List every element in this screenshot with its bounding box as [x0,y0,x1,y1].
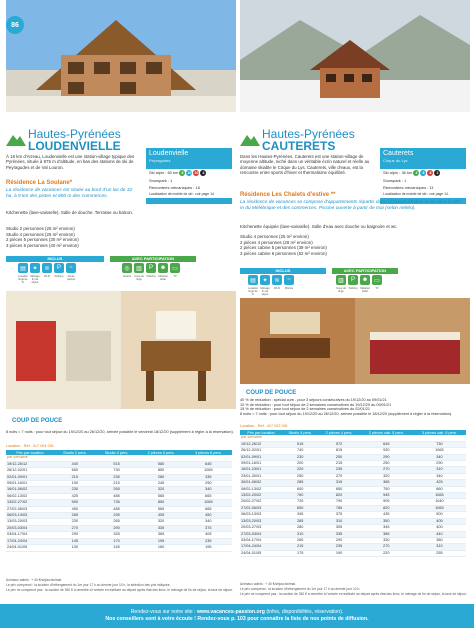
table-cell: 860 [413,486,466,492]
badge-label: Matériel bébé [158,275,168,281]
table-cell: 195 [137,538,184,544]
pool-icon: ~ [284,275,294,285]
table-cell: 665 [185,493,232,499]
table-cell: 310 [413,544,466,550]
table-cell: 13/02-20/02 [240,493,282,499]
infobox-title: Loudenvielle [149,150,189,157]
ski-label: Ski alpin : 60 km [149,170,179,176]
table-cell: 195 [185,545,232,551]
table-cell: 485 [96,506,138,512]
table-cell: 06/02-13/02 [240,486,282,492]
table-cell: 17/04-24/04 [240,544,282,550]
table-cell: 350 [360,518,413,524]
table-cell: 26/12-02/01 [240,448,282,454]
table-cell: 815 [318,448,359,454]
table-cell: 590 [54,500,96,506]
interior-photo [6,291,236,409]
table-cell: 600 [282,486,318,492]
table-cell: 320 [360,473,413,479]
table-cell: 145 [96,545,138,551]
blue-slope-count: 6 [420,170,426,176]
table-cell: 250 [318,454,359,460]
badge-label: Wi-Fi [43,275,51,278]
table-cell: 425 [54,493,96,499]
mountain-icon [240,132,260,146]
table-cell: 405 [137,513,184,519]
table-cell: 06/03-13/03 [240,512,282,518]
infobox-subtitle: Peyragudes [149,158,171,163]
table-cell: 16/01-06/02 [6,487,54,493]
table-cell: 235 [318,544,359,550]
table-cell: 440 [54,461,96,467]
table-cell: 24/04-01/05 [6,545,54,551]
table-cell: 130 [54,545,96,551]
table-cell: 730 [96,468,138,474]
wifi-icon: ≋ [272,275,282,285]
table-cell: 235 [185,538,232,544]
badge-label: Coup de linge [336,287,346,293]
table-cell: 1065 [413,493,466,499]
table-cell: 905 [360,499,413,505]
black-slope-count: 2 [434,170,440,176]
table-cell: 340 [413,454,466,460]
table-cell: 27/02-06/03 [240,505,282,511]
unit-item: 3 pièces cabine 6 personnes (52 m² environ) [240,250,327,256]
tv-icon: ▭ [372,275,382,285]
intro-text: À 16 km d'Arreau, Loudenvielle est une station-village typique des Pyrénées, située à 975 m d'altitude, en bas des stations de ski de Peyragudes et de Val Louron. [6,154,135,170]
table-cell: 02/01-09/01 [6,474,54,480]
table-cell: 220 [282,467,318,473]
table-cell: 572 [318,441,359,447]
table-cell: 945 [360,493,413,499]
table-header: Studio 4 pers. [282,430,318,435]
table-cell: 405 [185,532,232,538]
red-slope-count: 8 [427,170,433,176]
table-cell: 565 [137,506,184,512]
ski-label: Ski alpin : 36 km [383,170,413,176]
table-cell: 290 [360,454,413,460]
table-cell: 345 [360,525,413,531]
table-cell: 345 [282,512,318,518]
table-cell: 740 [282,448,318,454]
unit-item: 3 pièces 6 personnes (40 m² environ) [6,242,79,248]
mountain-icon [6,132,26,146]
table-cell: 265 [54,513,96,519]
table-cell: 785 [318,505,359,511]
table-cell: 09/01-16/01 [240,461,282,467]
town-title: LOUDENVIELLE [28,139,121,153]
table-cell: 305 [318,525,359,531]
right-column [240,0,470,614]
table-cell: 13/03-20/03 [6,519,54,525]
table-cell: 285 [282,480,318,486]
table-cell: 645 [360,441,413,447]
week-label: par semaine [6,455,232,461]
green-slope-count: 6 [179,170,185,176]
table-cell: 665 [185,506,232,512]
table-cell: 03/04-17/04 [6,532,54,538]
table-cell: 330 [360,537,413,543]
infobox-subtitle: Cirque du Lys [383,158,408,163]
table-cell: 27/03-03/04 [240,531,282,537]
table-cell: 20/03-03/04 [6,525,54,531]
parking-paid-icon: P [348,275,358,285]
table-cell: 145 [54,538,96,544]
table-cell: 850 [137,468,184,474]
snowpark-row: Snowpark : 1 [146,177,232,184]
table-cell: 250 [360,461,413,467]
location-ref: Location - Réf : 417 022 001 [240,424,288,428]
residence-name: Résidence Les Chalets d'estive ** [240,192,336,198]
table-cell: 270 [360,467,413,473]
map-note: Localisation de mobile de ski : voir page 14. [380,191,466,198]
table-cell: 170 [96,538,138,544]
table-cell: 340 [185,487,232,493]
unit-item: Studio 2 personnes (25 m² environ) [6,226,75,231]
table-cell: 17/04-24/04 [6,538,54,544]
units-list [240,234,374,256]
table-row [6,545,232,551]
table-cell: 450 [185,513,232,519]
table-cell: 235 [96,474,138,480]
website-link[interactable]: www.vacances-passion.org [197,609,265,615]
table-cell: 650 [318,486,359,492]
badge-label: Location linge de lit [248,287,258,296]
kitchen-text: Kitchenette équipée (lave-vaisselle). Salle d'eau avec douche ou baignoire et wc. [240,224,398,229]
table-cell: 290 [54,532,96,538]
week-label: par semaine [240,435,466,441]
badge-label: Accès piscine [66,275,76,281]
table-cell: 315 [318,480,359,486]
lifts-row: Remontées mécaniques : 16 [146,184,232,191]
badge-label: Ménage fin de séjour [260,287,270,296]
badge-label: Ménage fin de séjour [30,275,40,284]
linen-icon: ▥ [134,263,144,273]
footer-line-2: Nos conseillers sont à votre écoute ! Rendez-vous p. 103 pour connaître la liste de nos points de diffusion. [105,616,369,622]
badge-label: Laverie [122,275,132,278]
table-cell: 190 [54,481,96,487]
table-cell: 215 [96,481,138,487]
snowpark-row: Snowpark : 1 [380,177,466,184]
table-cell: 325 [96,532,138,538]
table-cell: 19/12-26/12 [240,441,282,447]
footer-prefix: Rendez-vous sur notre site : [130,609,198,615]
table-cell: 1065 [413,505,466,511]
table-cell: 270 [360,544,413,550]
table-cell: 725 [282,499,318,505]
badge-label: Parking [146,275,156,278]
table-cell: 580 [137,461,184,467]
badge-label: Matériel bébé [360,287,370,293]
unit-item: 2 pièces cabine 5 personnes (39 m² environ) [240,245,327,250]
table-header: Studio 2 pers. [54,450,96,455]
badge-label: Parking [54,275,64,278]
cleaning-icon: ✦ [260,275,270,285]
page-number: 86 [6,16,24,34]
coup-line: 10 % de réduction : pour tout séjour de 2 semaines consécutives du 19/12/20 au 09/01/21 [240,402,392,407]
table-cell: 280 [282,525,318,531]
tv-icon: ▭ [170,263,180,273]
table-cell: 515 [96,461,138,467]
table-cell: 760 [282,493,318,499]
table-cell: 190 [318,550,359,556]
table-cell: 320 [137,487,184,493]
table-cell: 295 [96,513,138,519]
table-cell: 500 [413,512,466,518]
table-cell: 26/12-02/01 [6,468,54,474]
table-cell: 255 [413,550,466,556]
table-cell: 23/01-30/01 [240,473,282,479]
table-cell: 375 [318,512,359,518]
bed-linen-icon: ▤ [248,275,258,285]
table-cell: 290 [318,537,359,543]
table-cell: 730 [413,441,466,447]
table-header: 2 pièces cab. 5 pers. [360,430,413,435]
lifts-row: Remontées mécaniques : 11 [380,184,466,191]
table-cell: 265 [282,537,318,543]
table-cell: 930 [360,448,413,454]
infobox-title: Cauterets [383,150,414,157]
red-slope-count: 20 [194,170,199,175]
interior-photo [240,298,470,384]
parking-paid-icon: P [146,263,156,273]
table-cell: 250 [282,473,318,479]
coup-line: 8 nuits = 7 nuits : pour tout séjour du 19/12/20 au 26/12/20, arrivée possible le 18/12/20 (supplément à régler à la réservation). [240,411,453,416]
table-header: 3 pièces cab. 6 pers. [413,430,466,435]
inclus-label: INCLUS [6,256,104,262]
table-cell: 270 [318,473,359,479]
table-cell: 340 [185,519,232,525]
left-column [6,0,236,614]
baby-icon: ☻ [159,265,167,271]
table-cell: 24/04-01/05 [240,550,282,556]
residence-description: La résidence de vacances se compose d'appartements répartis dans plusieurs chalets et se situe à 400 m du Mélèbrique et des commerces. Piscine ouverte à partir de mai (selon météo). [240,200,460,211]
table-cell: 290 [413,461,466,467]
table-cell: 06/02-13/02 [6,493,54,499]
kitchen-text: Kitchenette (lave-vaisselle). Salle de douche. Terrasse ou balcon. [6,210,134,215]
baby-icon: ☻ [361,277,369,283]
table-cell: 09/01-16/01 [6,481,54,487]
table-cell: 200 [282,461,318,467]
unit-item: 2 pièces 5 personnes (30 m² environ) [6,237,79,242]
table-cell: 265 [96,519,138,525]
table-cell: 565 [137,493,184,499]
table-cell: 820 [360,505,413,511]
table-cell: 650 [54,468,96,474]
linen-icon: ▥ [336,275,346,285]
laundry-icon: ◎ [122,263,132,273]
table-cell: 290 [185,481,232,487]
coup-de-pouce-text: 8 nuits = 7 nuits : pour tout séjour du 19/12/20 au 26/12/20, arrivée possible le vendredi 18/12/20 (supplément à régler à la réservation). [6,430,234,434]
inclus-label: INCLUS [240,268,326,274]
table-cell: 310 [282,531,318,537]
unit-item: Studio 4 personnes (25 m² environ) [6,231,75,237]
table-cell: 450 [54,506,96,512]
table-cell: 1040 [413,499,466,505]
residence-description: La résidence de vacances est située au bord d'un lac de 32 ha, à 9 km des pistes et 800 m des commerces. [6,188,133,199]
table-header: Prix par location [240,430,282,435]
coup-de-pouce-title: COUP DE POUCE [12,418,63,424]
table-cell: 385 [360,531,413,537]
table-cell: 02/01-09/01 [240,454,282,460]
footer-banner [0,604,474,628]
table-cell: 230 [54,519,96,525]
table-cell: 365 [360,480,413,486]
table-header: 3 pièces 6 pers. [185,450,232,455]
ski-alpin-row [146,169,232,177]
residence-name: Résidence La Soulane* [6,180,73,186]
table-cell: 19/12-26/12 [6,461,54,467]
table-cell: 335 [318,531,359,537]
table-cell: 280 [137,474,184,480]
table-header: Prix par location [6,450,54,455]
table-cell: 1065 [185,500,232,506]
price-table [6,450,232,552]
services-badges [6,256,236,288]
table-cell: 340 [413,473,466,479]
coup-de-pouce-lines [240,398,468,416]
table-cell: 1065 [413,448,466,454]
table-cell: 405 [413,518,466,524]
table-cell: 270 [54,525,96,531]
badge-label: Piscine [284,287,294,290]
table-cell: 365 [137,532,184,538]
footer-suffix: (infos, disponibilités, réservation). [264,609,344,615]
ski-alpin-row [380,169,466,177]
table-cell: 790 [318,499,359,505]
black-slope-count: 4 [200,170,206,176]
badge-label: TV [375,287,379,290]
table-cell: 310 [413,467,466,473]
table-cell: 03/04-17/04 [240,537,282,543]
region-title: Hautes-Pyrénées [28,127,121,141]
price-table [240,430,466,557]
table-cell: 400 [413,525,466,531]
avec-label: AVEC PARTICIPATION [110,256,196,262]
table-cell: 375 [185,525,232,531]
table-cell: 20/03-27/03 [240,525,282,531]
map-note: Localisation de mobile de ski : voir page 14. [146,191,232,198]
unit-item: Studio 4 personnes (25 m² environ) [240,234,309,239]
wifi-icon: ≋ [42,263,52,273]
price-includes-note: Le prix comprend : la location d'hébergement du 1er jour 17 h au dernier jour 10 h, la sélection des prix indiquée. [6,583,171,587]
coup-line: 15 % de réduction : pour tout séjour de 2 semaines consécutives du 02/01/21 [240,407,371,412]
blue-slope-count: 20 [187,170,192,175]
table-cell: 160 [137,545,184,551]
location-ref: Location - Réf : 417 004 001 [6,444,54,448]
table-row [240,550,466,556]
table-header: 2 pièces 4 pers. [318,430,359,435]
table-cell: 245 [137,481,184,487]
table-cell: 175 [282,550,318,556]
badge-label: Coup de linge [134,275,144,281]
loudenvielle-photo [6,0,236,112]
price-excludes-note: Le prix ne comprend pas : la caution de 350 € à remettre à l'arrivée et restituée au départ après état des lieux, le ménage de fin de séjour, la taxe de séjour. [6,588,233,592]
services-badges [240,268,470,300]
table-cell: 215 [318,461,359,467]
table-cell: 485 [96,493,138,499]
table-cell: 645 [185,461,232,467]
table-cell: 310 [318,518,359,524]
table-cell: 335 [137,525,184,531]
coup-line: 40 % de réduction : spécial cure - pour 3 séjours consécutives du 19/12/20 au 09/01/21 [240,398,387,402]
cauterets-photo [240,0,470,112]
table-cell: 440 [413,531,466,537]
table-cell: 20/02-27/02 [240,499,282,505]
table-cell: 30/01-06/02 [240,480,282,486]
badge-label: Location linge de lit [18,275,28,284]
table-cell: 820 [318,493,359,499]
ski-info-box [146,148,232,204]
green-slope-count: 4 [413,170,419,176]
table-cell: 235 [318,467,359,473]
badge-label: Parking [348,287,358,290]
animals-note: Animaux admis : + 40 €/séjour/animal. [240,582,296,586]
badge-label: Wi-Fi [273,287,281,290]
table-cell: 735 [96,500,138,506]
region-title: Hautes-Pyrénées [262,127,355,141]
table-cell: 750 [360,486,413,492]
town-title: CAUTERETS [262,139,336,153]
units-list [6,226,140,248]
unit-item: 2 pièces 4 personnes (28 m² environ) [240,239,313,245]
table-cell: 435 [360,512,413,518]
table-cell: 380 [413,537,466,543]
table-cell: 215 [54,474,96,480]
intro-text: Dans les Hautes-Pyrénées, Cauterets est une station-village de moyenne altitude, niché dans un véritable écrin naturel et réelle au domaine skiable le Cirque du Lys. Cauterets, ville d'eaux, est la rencontre entre sports d'hiver et thermalisme équilibré. [240,154,370,175]
table-cell: 16/01-23/01 [240,467,282,473]
parking-icon: P [54,263,64,273]
table-cell: 13/02-27/02 [6,500,54,506]
table-cell: 215 [282,544,318,550]
animals-note: Animaux admis : + 40 €/séjour/animal. [6,578,62,582]
bed-linen-icon: ▤ [18,263,28,273]
price-excludes-note: Le prix ne comprend pas : la caution de 350 € à remettre à l'arrivée et restituée au départ après état des lieux, le ménage de fin de séjour, la taxe de séjour. [240,592,467,596]
table-cell: 290 [96,525,138,531]
table-cell: 515 [282,441,318,447]
table-cell: 650 [282,505,318,511]
table-cell: 220 [360,550,413,556]
footer-line-1 [0,609,474,616]
table-cell: 06/03-13/03 [6,513,54,519]
pool-icon: ~ [66,263,76,273]
badge-label: TV [173,275,177,278]
price-includes-note: Le prix comprend : la location d'hébergement du 1er jour 17 h au dernier jour 10 h. [240,587,361,591]
table-cell: 265 [96,487,138,493]
table-header: Studio 4 pers. [96,450,138,455]
table-cell: 850 [137,500,184,506]
table-cell: 425 [413,480,466,486]
table-cell: 320 [137,519,184,525]
avec-label: AVEC PARTICIPATION [332,268,398,274]
table-cell: 335 [185,474,232,480]
table-cell: 1065 [185,468,232,474]
table-cell: 230 [282,454,318,460]
table-cell: 13/03-20/03 [240,518,282,524]
table-cell: 27/02-06/03 [6,506,54,512]
coup-de-pouce-title: COUP DE POUCE [246,390,297,396]
cleaning-icon: ✦ [30,263,40,273]
table-header: 2 pièces 5 pers. [137,450,184,455]
table-cell: 285 [282,518,318,524]
table-cell: 230 [54,487,96,493]
